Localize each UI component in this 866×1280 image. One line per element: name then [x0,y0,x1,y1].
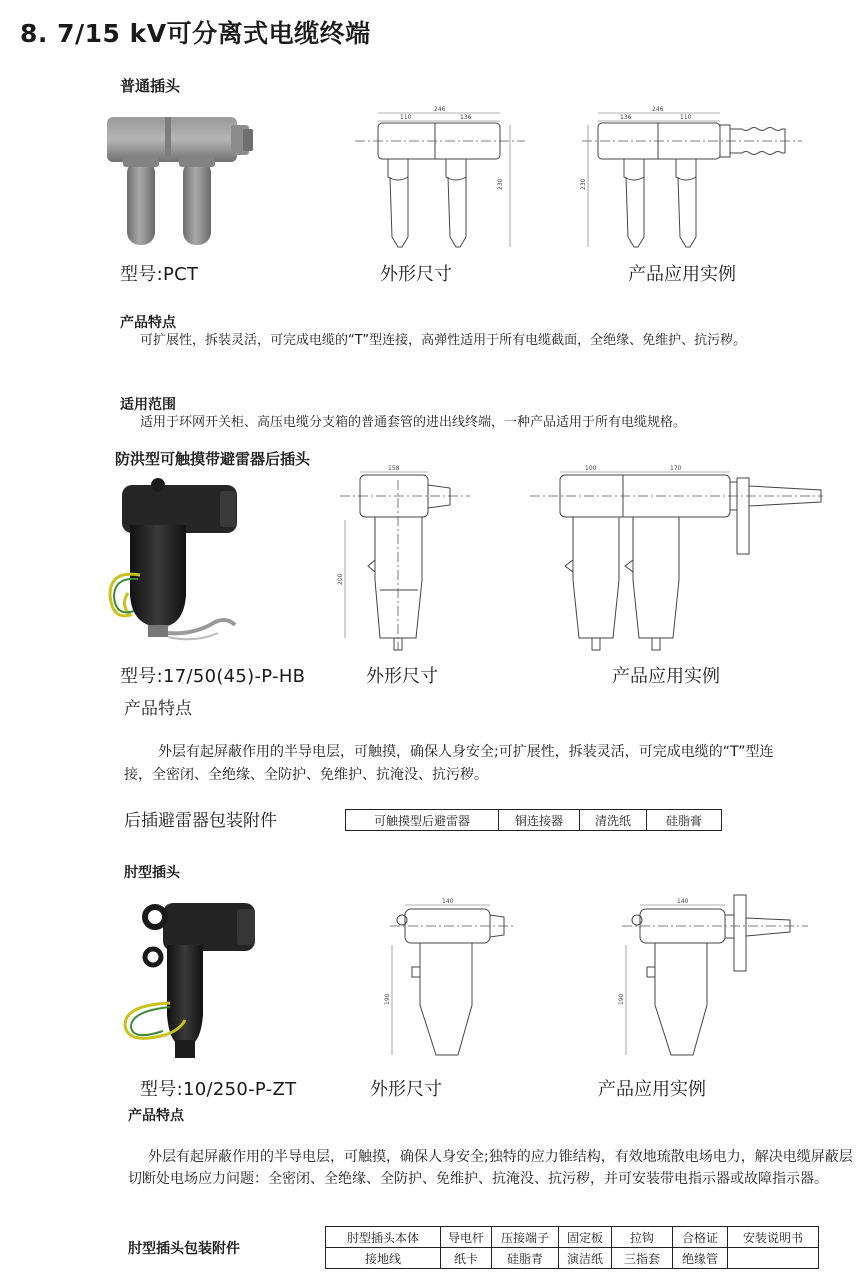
elbow-features-text: 外层有起屏蔽作用的半导电层，可触摸，确保人身安全;独特的应力锥结构，有效地琉散电场电力，解决电缆屏蔽层切断处电场应力问题：全密闭、全绝缘、全防护、免维护、抗淹没、抗污秽，并可安装带电指示器或故障指示器。 [128,1149,853,1187]
section-heading-pct: 普通插头 [120,77,181,95]
elbow-accessories-label: 肘型插头包装附件 [128,1241,240,1257]
pct-product-photo [105,105,255,260]
hb-features-heading: 产品特点 [124,699,192,719]
hb-product-photo [100,475,250,655]
pct-dimension-drawing [350,105,530,260]
pct-ex-dim-right: 110 [680,114,692,121]
table-row [326,1227,819,1248]
elbow-dim-width: 140 [442,898,454,905]
pct-example-caption: 产品应用实例 [628,264,736,285]
hb-accessories-table [345,809,722,831]
elbow-application-drawing [610,890,810,1070]
pct-ex-dim-total: 246 [652,106,664,113]
hb-model-caption: 型号:17/50(45)-P-HB [120,666,306,687]
elbow-accessory-cell: 三指套 [612,1248,673,1269]
hb-accessories-label: 后插避雷器包装附件 [124,811,277,831]
pct-model-caption: 型号:PCT [120,264,199,285]
elbow-dims-caption: 外形尺寸 [370,1079,442,1100]
hb-ex-dim-left: 100 [585,465,597,472]
elbow-accessory-cell: 绝缘管 [673,1248,728,1269]
pct-dim-total: 246 [434,106,446,113]
elbow-accessory-cell: 合格证 [673,1227,728,1248]
elbow-accessory-cell: 安装说明书 [728,1227,819,1248]
elbow-accessory-cell: 压接端子 [492,1227,559,1248]
page-title: 8. 7/15 kV可分离式电缆终端 [20,19,371,48]
pct-dim-right: 136 [460,114,472,121]
elbow-ex-dim-width: 140 [677,898,689,905]
elbow-dimension-drawing [380,895,520,1070]
elbow-ex-dim-height: 190 [618,993,625,1005]
elbow-product-photo [115,895,265,1065]
hb-ex-dim-right: 170 [670,465,682,472]
elbow-accessory-cell: 导电杆 [441,1227,492,1248]
pct-features-text: 可扩展性，拆装灵活，可完成电缆的“T”型连接，高弹性适用于所有电缆截面，全绝缘、免维护、抗污秽。 [140,333,747,348]
pct-dim-height: 230 [497,178,504,190]
elbow-dim-height: 190 [384,993,391,1005]
elbow-accessory-cell: 固定板 [559,1227,612,1248]
hb-accessory-cell: 硅脂膏 [647,810,722,831]
hb-application-drawing [525,460,825,660]
pct-application-drawing [580,105,805,260]
section-heading-hb: 防洪型可触摸带避雷器后插头 [115,450,311,468]
hb-dimension-drawing [330,460,480,660]
elbow-features-heading: 产品特点 [128,1108,184,1124]
hb-accessory-cell: 清洗纸 [580,810,647,831]
hb-example-caption: 产品应用实例 [612,666,720,687]
elbow-accessory-cell: 硅脂青 [492,1248,559,1269]
hb-accessory-cell: 可触摸型后避雷器 [346,810,499,831]
hb-features-text: 外层有起屏蔽作用的半导电层，可触摸，确保人身安全;可扩展性，拆装灵活，可完成电缆的“T”型连接，全密闭、全绝缘、全防护、免维护、抗淹没、抗污秽。 [124,744,774,783]
elbow-accessories-table [325,1226,819,1269]
elbow-accessory-cell: 纸卡 [441,1248,492,1269]
hb-accessory-cell: 铜连接器 [499,810,580,831]
pct-dim-left: 110 [400,114,412,121]
pct-features-heading: 产品特点 [120,315,176,331]
hb-dim-height: 200 [337,573,344,585]
hb-dims-caption: 外形尺寸 [366,666,438,687]
elbow-accessory-cell: 拉钩 [612,1227,673,1248]
table-row [326,1248,819,1269]
elbow-accessory-cell: 演洁纸 [559,1248,612,1269]
elbow-accessory-cell: 肘型插头本体 [326,1227,441,1248]
elbow-accessory-cell [728,1248,819,1269]
hb-dim-width: 158 [388,465,400,472]
pct-ex-dim-left: 136 [620,114,632,121]
elbow-model-caption: 型号:10/250-P-ZT [140,1079,297,1100]
elbow-accessory-cell: 接地线 [326,1248,441,1269]
pct-scope-heading: 适用范围 [120,397,176,413]
pct-scope-text: 适用于环网开关柜、高压电缆分支箱的普通套管的进出线终端，一种产品适用于所有电缆规格。 [140,415,687,430]
pct-dims-caption: 外形尺寸 [380,264,452,285]
elbow-example-caption: 产品应用实例 [598,1079,706,1100]
section-heading-elbow: 肘型插头 [124,865,180,881]
pct-ex-dim-height: 230 [580,178,587,190]
